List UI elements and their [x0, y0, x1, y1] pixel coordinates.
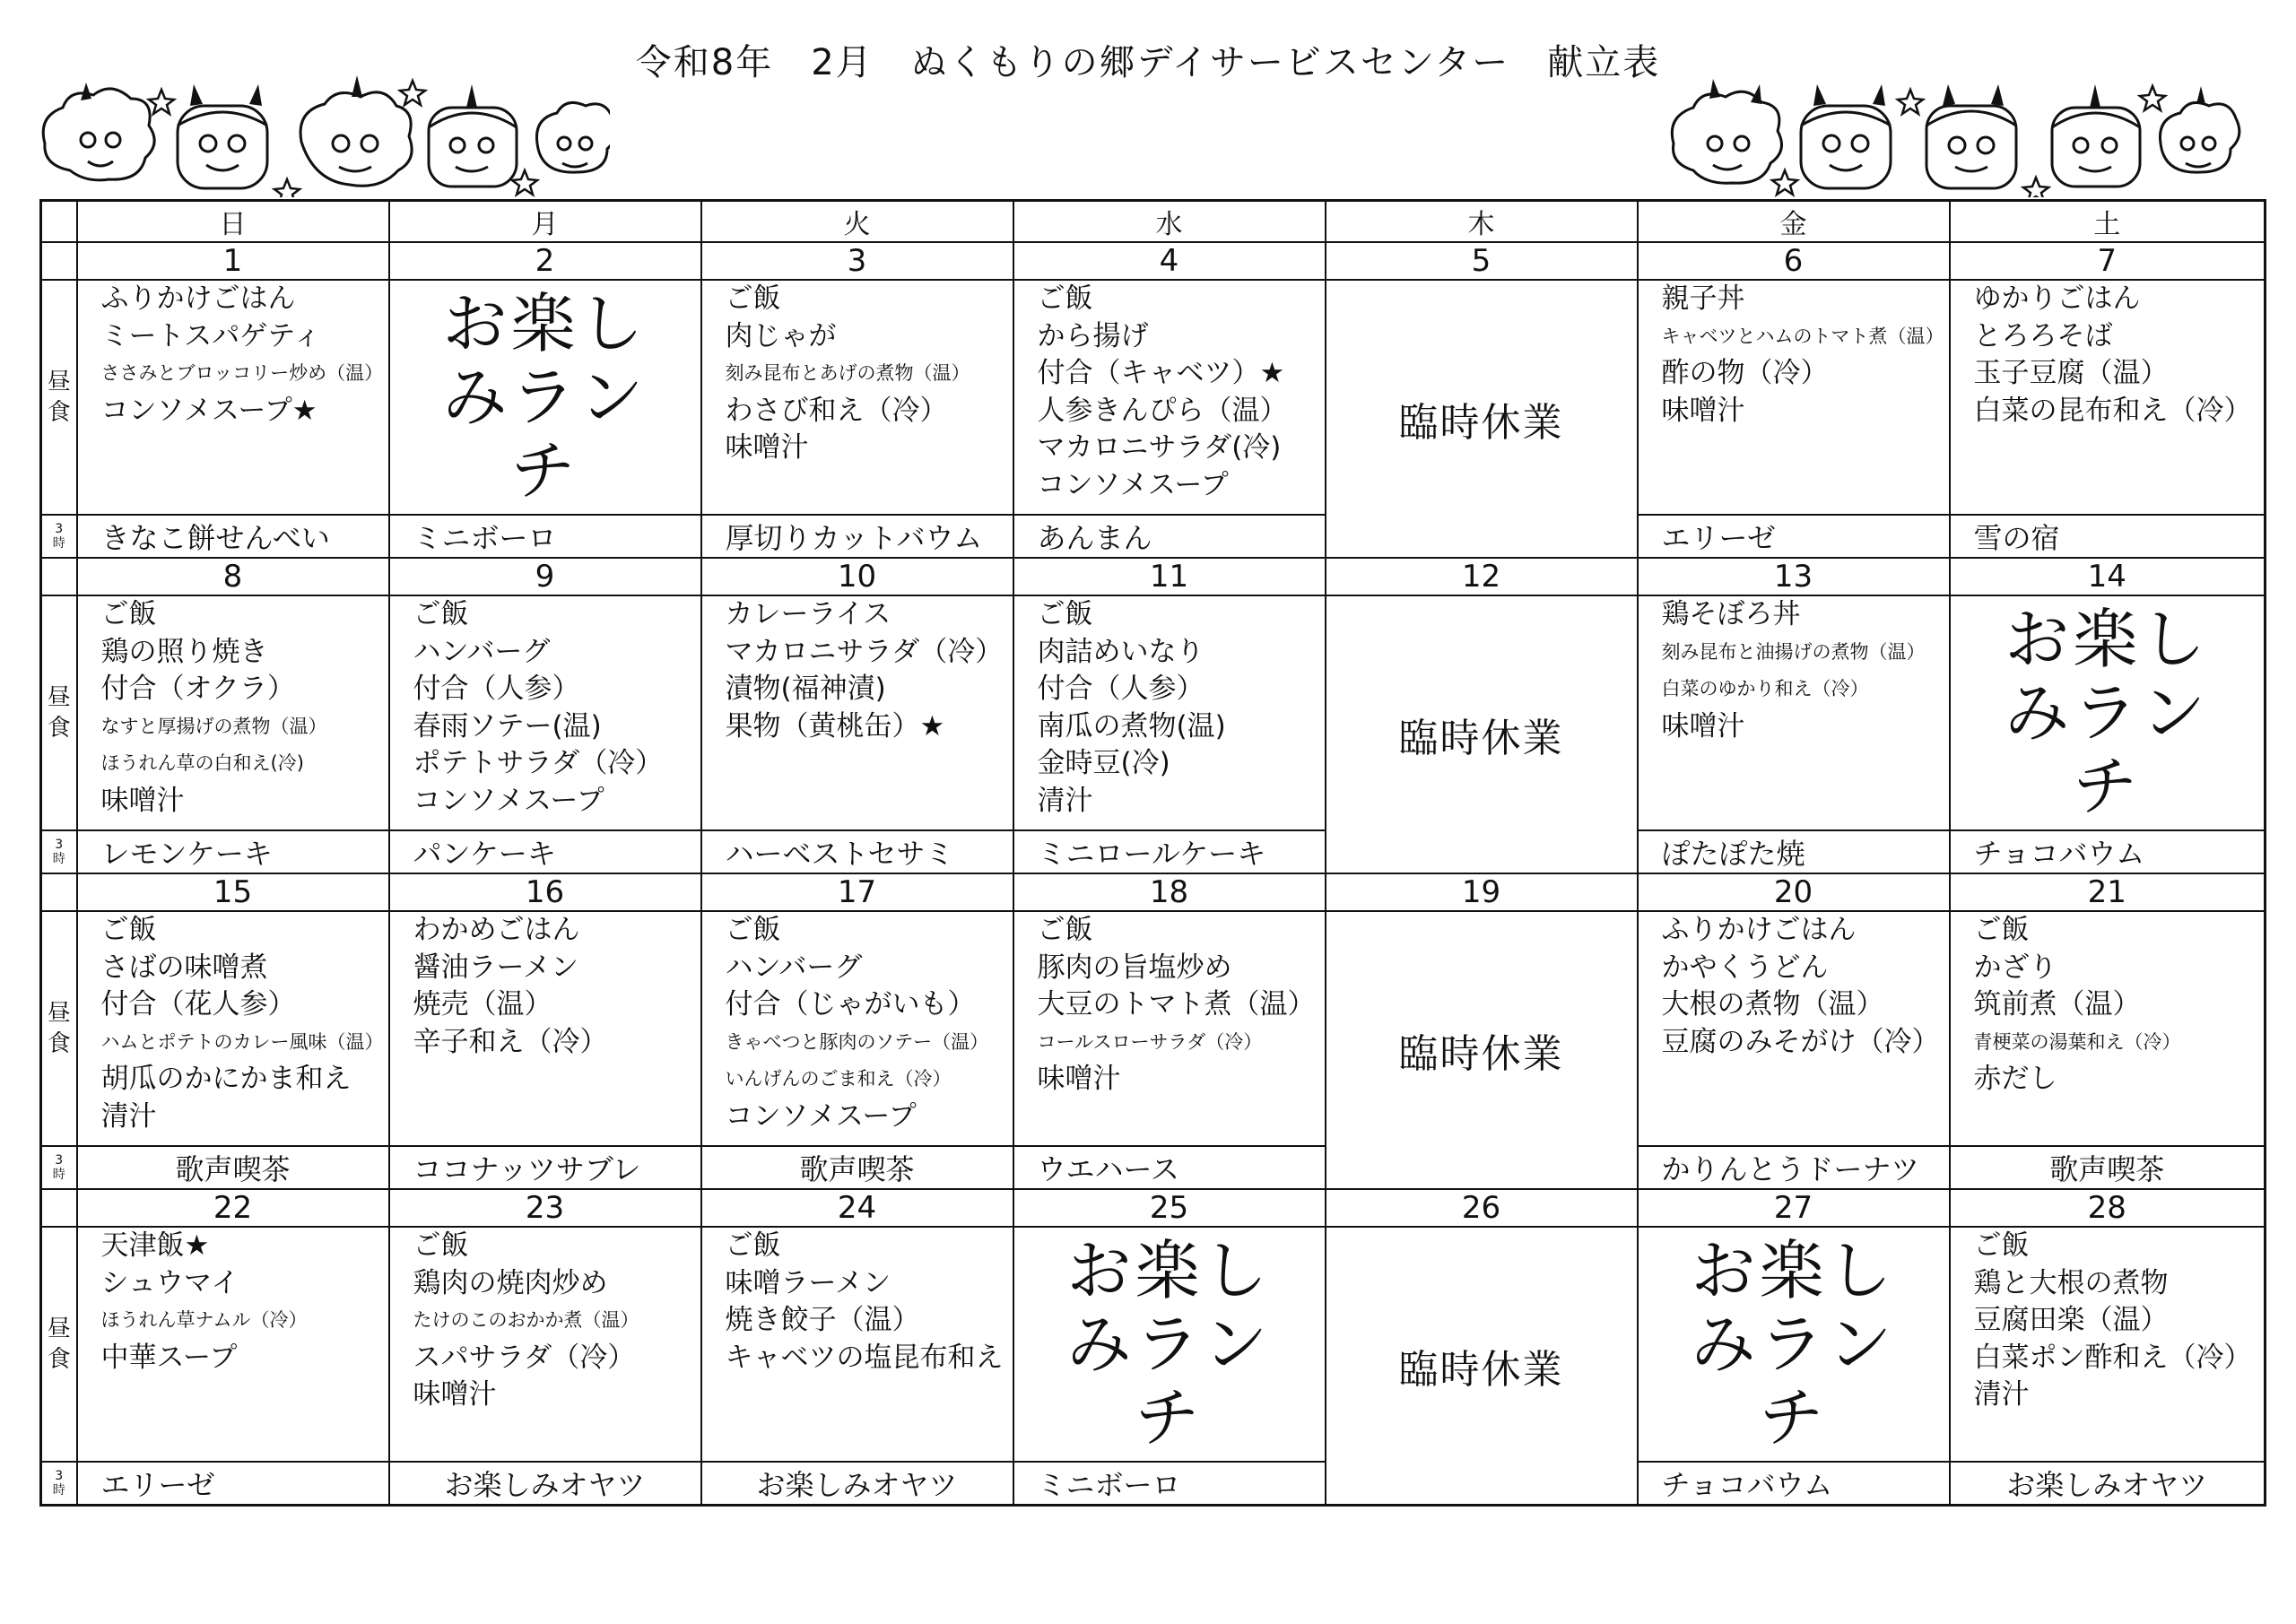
star-icon [2140, 86, 2165, 110]
closed-label: 臨時休業 [1398, 1031, 1564, 1077]
date-cell: 19 [1326, 873, 1638, 911]
menu-item: ご飯 [725, 1229, 781, 1262]
date-row [41, 1189, 2266, 1227]
menu-item: 味噌汁 [413, 1378, 497, 1411]
snack-cell: 雪の宿 [1950, 515, 2266, 558]
oni-face-icon [536, 102, 610, 172]
date-cell: 24 [701, 1189, 1013, 1227]
lunch-menu-cell [1638, 280, 1950, 515]
star-icon [1898, 90, 1923, 114]
menu-item: 白菜のゆかり和え（冷） [1661, 678, 1869, 699]
snack-label-text: 3時 [52, 1469, 65, 1498]
snack-cell: 厚切りカットバウム [701, 515, 1013, 558]
menu-item: スパサラダ（冷） [413, 1341, 636, 1374]
date-cell: 2 [389, 242, 701, 280]
snack-cell: 歌声喫茶 [701, 1146, 1013, 1189]
lunch-menu-cell [77, 911, 389, 1146]
oni-illustration-right [1668, 72, 2251, 197]
menu-item: 白菜の昆布和え（冷） [1973, 394, 2252, 427]
snack-row [41, 830, 2266, 873]
snack-cell: ミニボーロ [1013, 1462, 1326, 1506]
weekday-wednesday: 水 [1013, 201, 1326, 243]
date-cell: 21 [1950, 873, 2266, 911]
snack-cell: 歌声喫茶 [1950, 1146, 2266, 1189]
menu-item: 鶏そぼろ丼 [1661, 598, 1801, 630]
lunch-label-text: 昼食 [47, 684, 71, 742]
menu-item: ゆかりごはん [1973, 282, 2141, 315]
lunch-menu-cell [1950, 911, 2266, 1146]
menu-item: わさび和え（冷） [725, 394, 948, 427]
date-cell: 14 [1950, 558, 2266, 595]
menu-item: ご飯 [1037, 282, 1093, 315]
date-cell: 22 [77, 1189, 389, 1227]
menu-item: 付合（人参） [1037, 673, 1205, 705]
snack-cell: チョコバウム [1638, 1462, 1950, 1506]
menu-item: 赤だし [1973, 1063, 2057, 1095]
date-cell: 12 [1326, 558, 1638, 595]
lunch-menu-cell [77, 1227, 389, 1462]
menu-calendar-table [39, 199, 2266, 1507]
menu-item: 大根の煮物（温） [1661, 988, 1884, 1020]
menu-item: ふりかけごはん [1661, 914, 1857, 946]
lunch-row [41, 280, 2266, 515]
lunch-row-label [41, 280, 77, 515]
lunch-menu-cell [701, 1227, 1013, 1462]
party-lunch-label: お楽しみランチ [1066, 1233, 1272, 1455]
party-lunch-cell [1950, 595, 2266, 830]
menu-item: 付合（花人参） [100, 988, 296, 1020]
date-cell: 9 [389, 558, 701, 595]
oni-face-icon [43, 83, 154, 180]
date-cell: 5 [1326, 242, 1638, 280]
menu-item: 味噌汁 [1661, 709, 1745, 743]
snack-cell: お楽しみオヤツ [1950, 1462, 2266, 1506]
oni-illustration-left [36, 72, 610, 197]
weekday-header-row [41, 201, 2266, 243]
menu-item: 酢の物（冷） [1661, 357, 1829, 389]
menu-item: 醤油ラーメン [413, 951, 578, 984]
lunch-label-text: 昼食 [47, 369, 71, 426]
menu-item: コンソメスープ★ [100, 394, 317, 427]
menu-item: いんげんのごま和え（冷） [725, 1068, 952, 1090]
snack-row [41, 1462, 2266, 1506]
menu-item: コンソメスープ [413, 784, 604, 817]
menu-item: 豆腐のみそがけ（冷） [1661, 1025, 1940, 1058]
weekday-monday: 月 [389, 201, 701, 243]
date-cell: 3 [701, 242, 1013, 280]
lunch-menu-cell [389, 1227, 701, 1462]
snack-cell: お楽しみオヤツ [701, 1462, 1013, 1506]
menu-item: 味噌汁 [1037, 1063, 1121, 1095]
snack-cell: ミニロールケーキ [1013, 830, 1326, 873]
menu-item: から揚げ [1037, 319, 1149, 352]
snack-label-text: 3時 [52, 1153, 65, 1182]
snack-cell: ミニボーロ [389, 515, 701, 558]
date-row-label [41, 873, 77, 911]
oni-face-icon [1801, 84, 1891, 188]
menu-item: ご飯 [725, 914, 781, 946]
menu-item: 刻み昆布とあげの煮物（温） [725, 362, 970, 384]
menu-item: かやくうどん [1661, 951, 1829, 984]
menu-item: ご飯 [1973, 1229, 2030, 1262]
date-row [41, 242, 2266, 280]
lunch-label-text: 昼食 [47, 1316, 71, 1373]
menu-item: ささみとブロッコリー炒め（温） [100, 362, 384, 384]
menu-item: コールスローサラダ（冷） [1037, 1030, 1263, 1053]
menu-item: 白菜ポン酢和え（冷） [1973, 1341, 2252, 1374]
date-cell: 16 [389, 873, 701, 911]
menu-item: 鶏の照り焼き [100, 635, 268, 668]
menu-item: 親子丼 [1661, 282, 1745, 315]
menu-item: とろろそば [1973, 319, 2113, 352]
date-row [41, 873, 2266, 911]
weekday-tuesday: 火 [701, 201, 1013, 243]
menu-item: 鶏と大根の煮物 [1973, 1266, 2169, 1299]
star-icon [149, 90, 174, 114]
menu-item: 清汁 [100, 1099, 157, 1133]
menu-item: コンソメスープ [725, 1099, 917, 1133]
star-icon [2023, 178, 2048, 197]
menu-item: 青梗菜の湯葉和え（冷） [1973, 1030, 2181, 1053]
lunch-label-text: 昼食 [47, 1000, 71, 1057]
menu-item: ご飯 [413, 1229, 469, 1262]
menu-item: ご飯 [1037, 598, 1093, 630]
menu-item: 肉詰めいなり [1037, 635, 1205, 668]
lunch-row-label [41, 595, 77, 830]
snack-row-label [41, 1146, 77, 1189]
party-lunch-label: お楽しみランチ [1691, 1233, 1896, 1455]
menu-item: ミートスパゲティ [100, 319, 321, 352]
date-cell: 4 [1013, 242, 1326, 280]
lunch-row-label [41, 1227, 77, 1462]
menu-item: ご飯 [1037, 914, 1093, 946]
menu-item: 玉子豆腐（温） [1973, 357, 2169, 389]
date-cell: 6 [1638, 242, 1950, 280]
date-cell: 11 [1013, 558, 1326, 595]
menu-item: 味噌汁 [100, 784, 185, 817]
menu-item: ハンバーグ [413, 635, 551, 668]
oni-face-icon [2052, 84, 2140, 187]
menu-item: キャベツの塩昆布和え [725, 1341, 1004, 1374]
menu-item: 果物（黄桃缶）★ [725, 709, 945, 743]
closed-day-cell [1326, 911, 1638, 1189]
date-cell: 25 [1013, 1189, 1326, 1227]
menu-item: 清汁 [1973, 1378, 2030, 1411]
menu-item: 金時豆(冷) [1037, 747, 1170, 779]
menu-weeks [41, 242, 2266, 1506]
snack-row-label [41, 830, 77, 873]
menu-item: 味噌汁 [725, 431, 809, 464]
menu-item: 付合（人参） [413, 673, 580, 705]
menu-item: シュウマイ [100, 1266, 239, 1299]
lunch-row [41, 1227, 2266, 1462]
star-icon [512, 170, 537, 195]
lunch-menu-cell [1013, 911, 1326, 1146]
menu-item: 筑前煮（温） [1973, 988, 2141, 1020]
menu-item: ご飯 [100, 598, 157, 630]
lunch-menu-cell [1638, 911, 1950, 1146]
weekday-friday: 金 [1638, 201, 1950, 243]
snack-label-text: 3時 [52, 522, 65, 551]
date-row-label [41, 242, 77, 280]
lunch-menu-cell [1013, 595, 1326, 830]
party-lunch-cell [389, 280, 701, 515]
star-icon [400, 81, 425, 105]
page-title: 令和8年 2月 ぬくもりの郷デイサービスセンター 献立表 [635, 42, 1661, 83]
date-row [41, 558, 2266, 595]
closed-day-cell [1326, 595, 1638, 873]
menu-item: きゃべつと豚肉のソテー（温） [725, 1030, 989, 1053]
date-cell: 27 [1638, 1189, 1950, 1227]
date-cell: 10 [701, 558, 1013, 595]
menu-item: 漬物(福神漬) [725, 673, 886, 705]
star-icon [1772, 170, 1797, 195]
menu-item: 刻み昆布と油揚げの煮物（温） [1661, 640, 1926, 663]
snack-cell: お楽しみオヤツ [389, 1462, 701, 1506]
lunch-menu-cell [389, 911, 701, 1146]
snack-cell: きなこ餅せんべい [77, 515, 389, 558]
oni-face-icon [178, 84, 267, 188]
menu-item: ご飯 [100, 914, 157, 946]
date-cell: 15 [77, 873, 389, 911]
weekday-saturday: 土 [1950, 201, 2266, 243]
snack-cell: エリーゼ [77, 1462, 389, 1506]
date-cell: 28 [1950, 1189, 2266, 1227]
menu-item: 人参きんぴら（温） [1037, 394, 1288, 427]
lunch-menu-cell [701, 595, 1013, 830]
menu-item: 大豆のトマト煮（温） [1037, 988, 1316, 1020]
menu-item: 焼売（温） [413, 988, 552, 1020]
menu-item: 天津飯★ [100, 1229, 210, 1262]
date-cell: 17 [701, 873, 1013, 911]
snack-cell: ウエハース [1013, 1146, 1326, 1189]
date-cell: 13 [1638, 558, 1950, 595]
lunch-menu-cell [701, 911, 1013, 1146]
menu-item: 肉じゃが [725, 319, 837, 352]
menu-item: 味噌ラーメン [725, 1266, 891, 1299]
menu-item: ほうれん草ナムル（冷） [100, 1309, 308, 1331]
lunch-row-label [41, 911, 77, 1146]
menu-item: マカロニサラダ（冷） [725, 635, 1004, 668]
oni-face-icon [429, 84, 517, 187]
menu-item: 豚肉の旨塩炒め [1037, 951, 1232, 984]
closed-day-cell [1326, 1227, 1638, 1506]
menu-item: ほうれん草の白和え(冷) [100, 752, 304, 774]
menu-item: キャベツとハムのトマト煮（温） [1661, 325, 1944, 347]
snack-cell: 歌声喫茶 [77, 1146, 389, 1189]
menu-item: カレーライス [725, 598, 891, 630]
date-cell: 1 [77, 242, 389, 280]
closed-label: 臨時休業 [1398, 716, 1564, 761]
menu-item: ハンバーグ [725, 951, 863, 984]
menu-item: 辛子和え（冷） [413, 1025, 608, 1058]
snack-label-text: 3時 [52, 838, 65, 866]
menu-item: なすと厚揚げの煮物（温） [100, 715, 327, 737]
oni-face-icon [1926, 84, 2016, 188]
menu-item: 付合（オクラ） [100, 673, 295, 705]
snack-cell: あんまん [1013, 515, 1326, 558]
date-cell: 18 [1013, 873, 1326, 911]
menu-item: 鶏肉の焼肉炒め [413, 1266, 608, 1299]
date-cell: 26 [1326, 1189, 1638, 1227]
menu-item: 胡瓜のかにかま和え [100, 1063, 352, 1095]
lunch-menu-cell [1638, 595, 1950, 830]
menu-item: ご飯 [725, 282, 781, 315]
corner-cell [41, 201, 77, 243]
snack-cell: ハーベストセサミ [701, 830, 1013, 873]
lunch-row [41, 911, 2266, 1146]
menu-item: ご飯 [413, 598, 469, 630]
snack-row [41, 1146, 2266, 1189]
closed-label: 臨時休業 [1398, 400, 1564, 446]
weekday-sunday: 日 [77, 201, 389, 243]
menu-item: わかめごはん [413, 914, 580, 946]
menu-item: たけのこのおかか煮（温） [413, 1309, 639, 1331]
lunch-row [41, 595, 2266, 830]
lunch-menu-cell [1950, 1227, 2266, 1462]
menu-item: 焼き餃子（温） [725, 1304, 920, 1336]
menu-item: ハムとポテトのカレー風味（温） [100, 1030, 384, 1053]
weekday-thursday: 木 [1326, 201, 1638, 243]
menu-item: 清汁 [1037, 784, 1093, 817]
date-cell: 7 [1950, 242, 2266, 280]
oni-face-icon [2160, 86, 2239, 172]
lunch-menu-cell [1950, 280, 2266, 515]
lunch-menu-cell [1013, 280, 1326, 515]
menu-item: さばの味噌煮 [100, 951, 268, 984]
snack-row [41, 515, 2266, 558]
closed-label: 臨時休業 [1398, 1347, 1564, 1393]
menu-item: 豆腐田楽（温） [1973, 1304, 2169, 1336]
date-cell: 23 [389, 1189, 701, 1227]
menu-item: ふりかけごはん [100, 282, 296, 315]
lunch-menu-cell [77, 280, 389, 515]
snack-cell: レモンケーキ [77, 830, 389, 873]
menu-item: 付合（キャベツ）★ [1037, 357, 1285, 389]
party-lunch-label: お楽しみランチ [2005, 602, 2210, 824]
closed-day-cell [1326, 280, 1638, 558]
snack-cell: ぽたぽた焼 [1638, 830, 1950, 873]
menu-item: マカロニサラダ(冷) [1037, 431, 1282, 464]
oni-face-icon [300, 75, 412, 186]
snack-cell: ココナッツサブレ [389, 1146, 701, 1189]
menu-item: 南瓜の煮物(温) [1037, 709, 1226, 743]
menu-item: コンソメスープ [1037, 468, 1229, 501]
menu-item: 中華スープ [100, 1341, 238, 1374]
menu-item: ご飯 [1973, 914, 2030, 946]
menu-item: 付合（じゃがいも） [725, 988, 976, 1020]
lunch-menu-cell [389, 595, 701, 830]
party-lunch-label: お楽しみランチ [442, 286, 648, 508]
date-row-label [41, 558, 77, 595]
menu-item: 味噌汁 [1661, 394, 1745, 427]
menu-item: ポテトサラダ（冷） [413, 747, 664, 779]
date-row-label [41, 1189, 77, 1227]
snack-cell: かりんとうドーナツ [1638, 1146, 1950, 1189]
snack-row-label [41, 515, 77, 558]
snack-row-label [41, 1462, 77, 1506]
oni-face-icon [1672, 79, 1781, 183]
date-cell: 8 [77, 558, 389, 595]
party-lunch-cell [1013, 1227, 1326, 1462]
party-lunch-cell [1638, 1227, 1950, 1462]
lunch-menu-cell [701, 280, 1013, 515]
menu-item: かざり [1973, 951, 2057, 984]
star-icon [274, 179, 300, 197]
lunch-menu-cell [77, 595, 389, 830]
snack-cell: パンケーキ [389, 830, 701, 873]
snack-cell: チョコバウム [1950, 830, 2266, 873]
snack-cell: エリーゼ [1638, 515, 1950, 558]
date-cell: 20 [1638, 873, 1950, 911]
menu-item: 春雨ソテー(温) [413, 709, 602, 743]
